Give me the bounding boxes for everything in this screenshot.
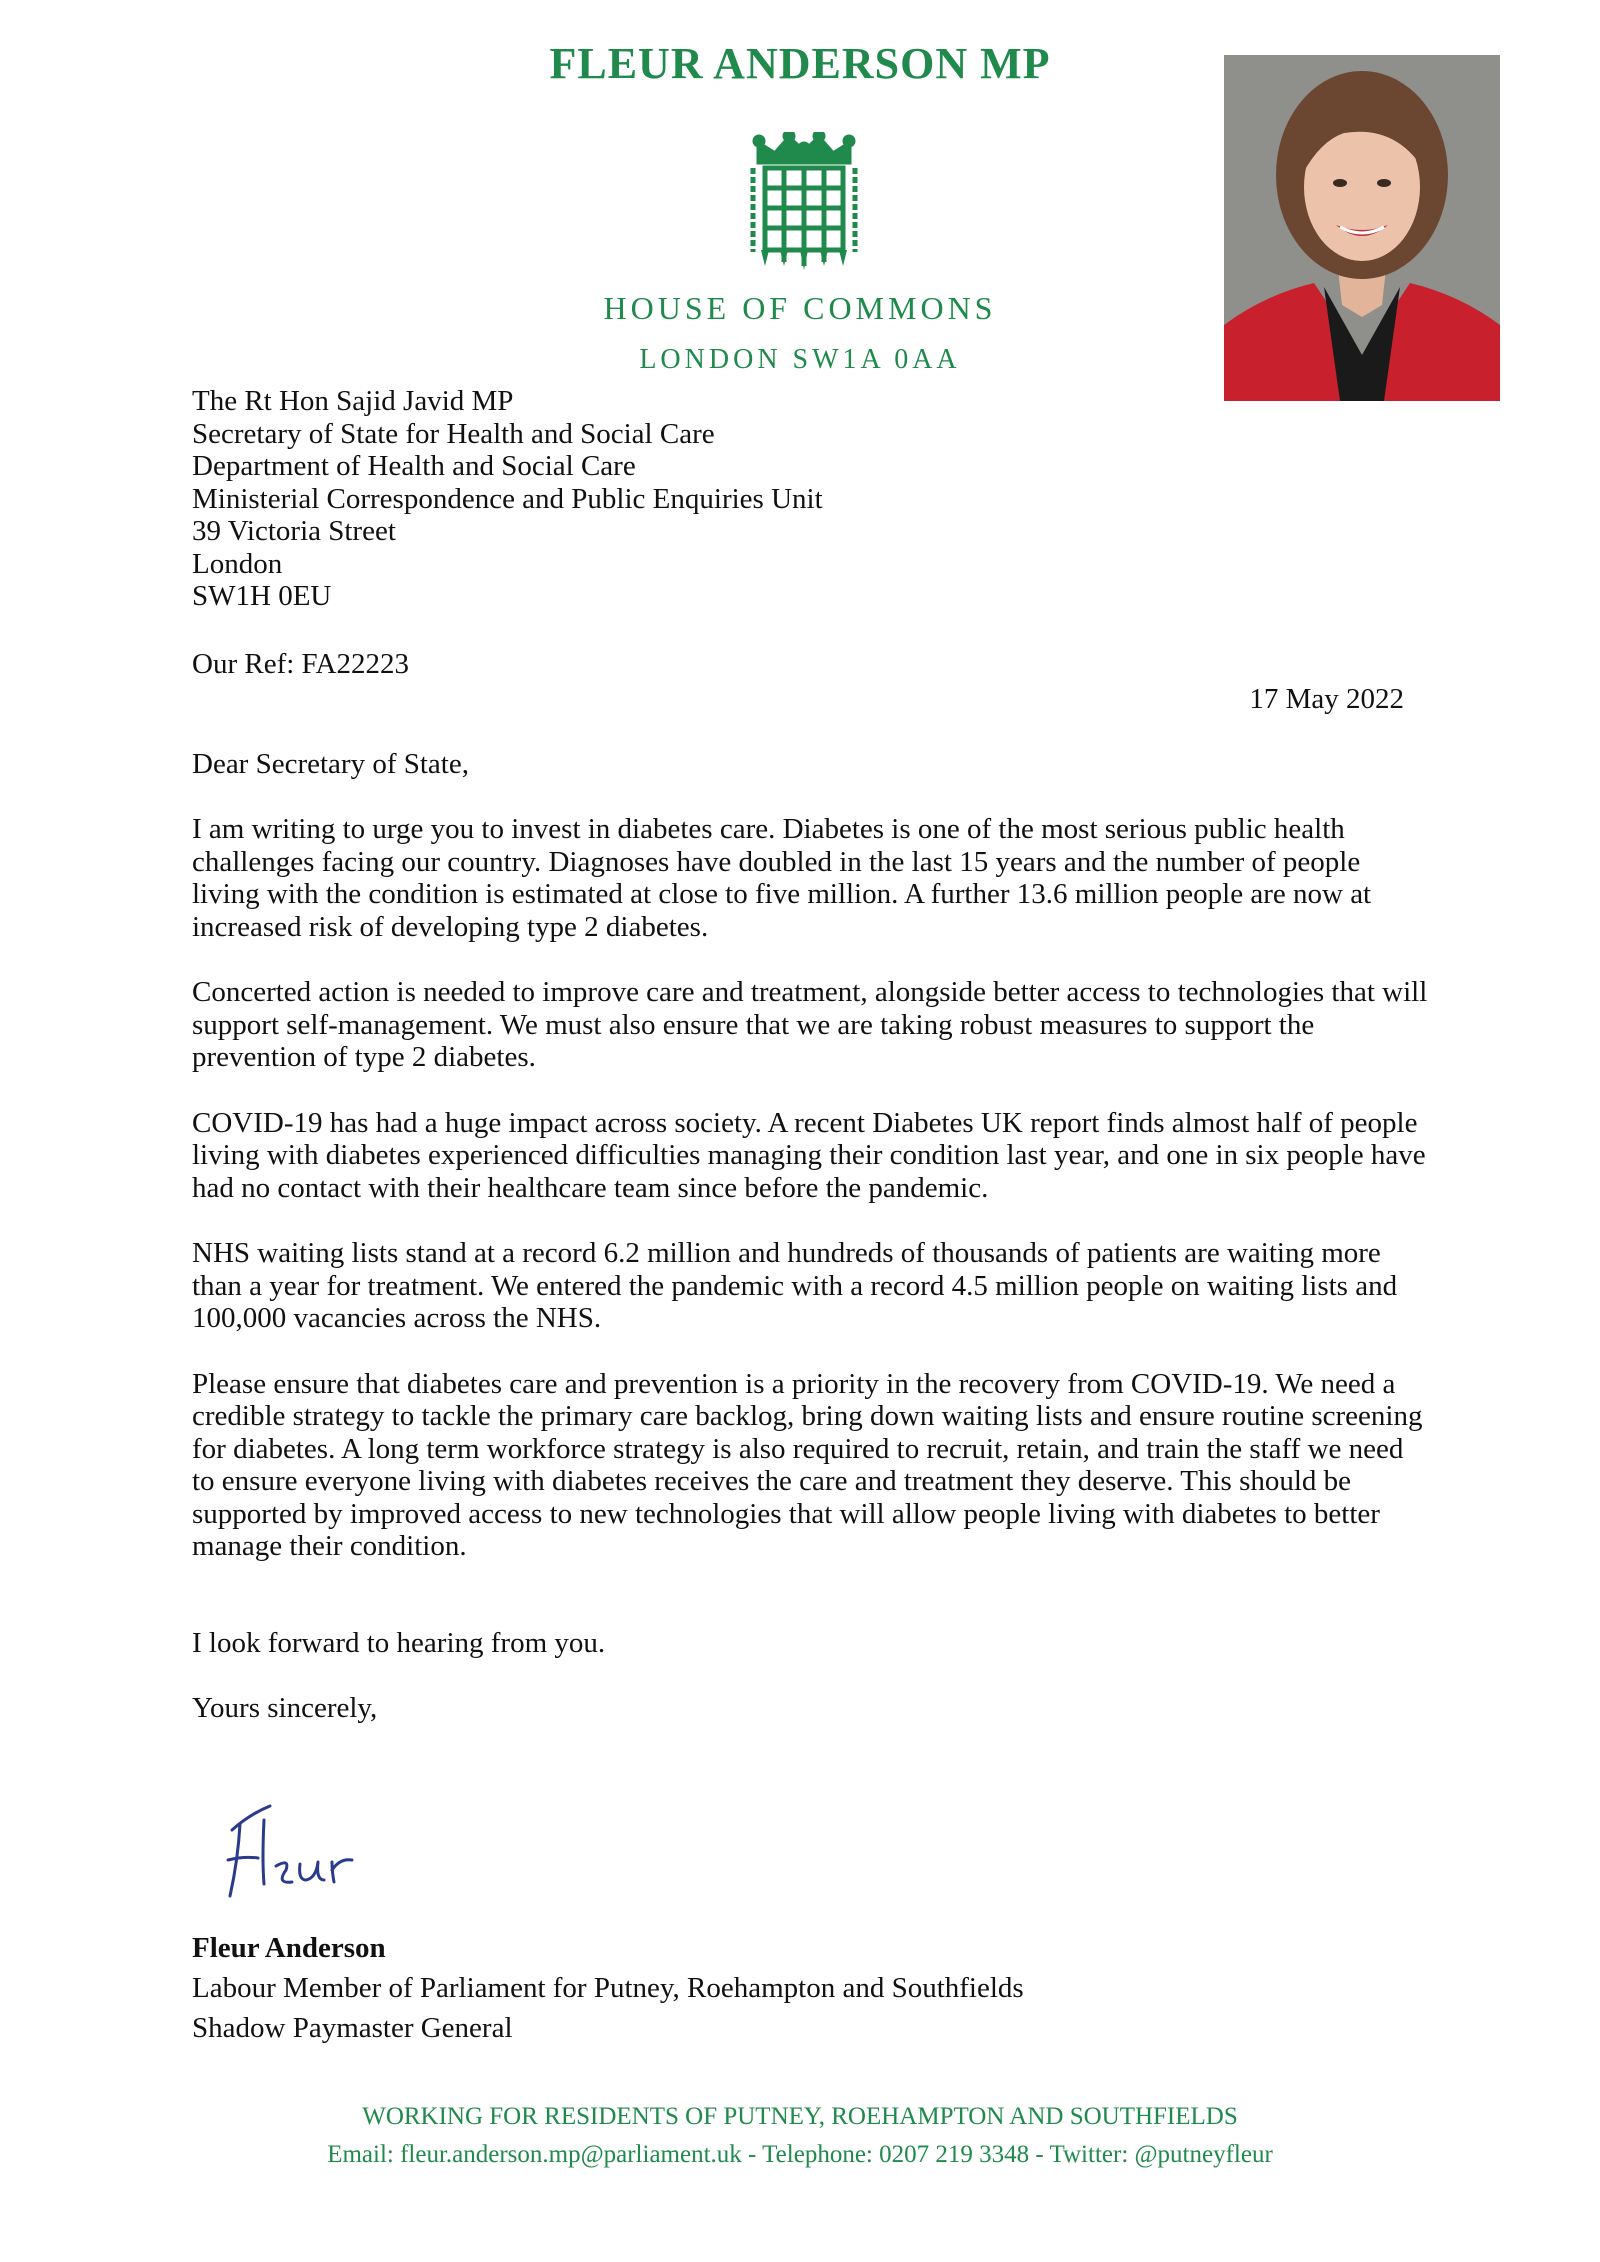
body-paragraph: Concerted action is needed to improve care and treatment, alongside better access to technologies that will support self-management. We must also ensure that we are taking robust measures to support the prevention of type 2 diabetes. (192, 976, 1428, 1073)
house-of-commons-label: HOUSE OF COMMONS (603, 290, 997, 326)
letter-date: 17 May 2022 (1249, 683, 1404, 715)
body-paragraph: Please ensure that diabetes care and prevention is a priority in the recovery from COVID-19. We need a credible strategy to tackle the primary care backlog, bring down waiting lists and ensure routine screening for diabetes. A long term workforce strategy is also required to recruit, retain, and train the staff we need to ensure everyone living with diabetes receives the care and treatment they deserve. This should be supported by improved access to new technologies that will allow people living with diabetes to better manage their condition. (192, 1367, 1423, 1562)
reference-number: Our Ref: FA22223 (192, 648, 409, 680)
mp-portrait-photo (1224, 55, 1500, 401)
portcullis-icon (745, 132, 863, 272)
body-paragraph: NHS waiting lists stand at a record 6.2 million and hundreds of thousands of patients are waiting more than a year for treatment. We entered the pandemic with a record 4.5 million people on waiting lists and 100,000 vacancies across the NHS. (192, 1237, 1398, 1334)
handwritten-signature (220, 1800, 380, 1910)
letter-footer (0, 2098, 1600, 2174)
signatory-block (192, 1928, 1432, 2048)
footer-contact: Email: fleur.anderson.mp@parliament.uk - Telephone: 0207 219 3348 - Twitter: @putneyfleur (327, 2141, 1273, 2168)
recipient-line: Ministerial Correspondence and Public Enquiries Unit (192, 482, 823, 515)
recipient-line: The Rt Hon Sajid Javid MP (192, 385, 514, 417)
recipient-line: London (192, 547, 283, 580)
body-paragraph: I am writing to urge you to invest in diabetes care. Diabetes is one of the most serious public health challenges facing our country. Diagnoses have doubled in the last 15 years and the number of people living with the condition is estimated at close to five million. A further 13.6 million people are now at increased risk of developing type 2 diabetes. (192, 813, 1372, 943)
footer-tagline: WORKING FOR RESIDENTS OF PUTNEY, ROEHAMPTON AND SOUTHFIELDS (362, 2103, 1238, 2130)
mp-name-heading: FLEUR ANDERSON MP (549, 39, 1051, 88)
letter-body (192, 813, 1432, 1596)
location-label: LONDON SW1A 0AA (639, 344, 961, 375)
body-paragraph: COVID-19 has had a huge impact across society. A recent Diabetes UK report finds almost half of people living with diabetes experienced difficulties managing their condition last year, and one in six people have had no contact with their healthcare team since before the pandemic. (192, 1106, 1426, 1204)
signatory-name: Fleur Anderson (192, 1932, 386, 1964)
closing (192, 1627, 1432, 1756)
salutation: Dear Secretary of State, (192, 748, 469, 780)
recipient-line: 39 Victoria Street (192, 515, 396, 547)
signatory-title: Shadow Paymaster General (192, 2012, 513, 2044)
recipient-line: SW1H 0EU (192, 580, 332, 612)
closing-line: I look forward to hearing from you. (192, 1627, 606, 1659)
recipient-line: Department of Health and Social Care (192, 450, 636, 482)
signatory-role: Labour Member of Parliament for Putney, Roehampton and Southfields (192, 1972, 1024, 2004)
portrait-illustration (1224, 55, 1500, 401)
recipient-line: Secretary of State for Health and Social Care (192, 417, 715, 450)
signoff: Yours sincerely, (192, 1691, 378, 1724)
recipient-address (192, 385, 1432, 613)
